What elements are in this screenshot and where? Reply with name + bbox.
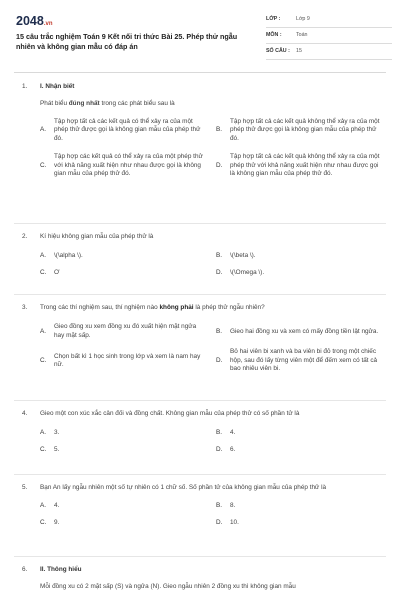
option-d[interactable]: D. 10. — [216, 518, 239, 526]
question-text: Kí hiệu không gian mẫu của phép thử là — [40, 233, 154, 240]
question-4 — [14, 410, 386, 454]
question-text: Phát biểu đúng nhất trong các phát biểu sau là — [40, 100, 175, 108]
option-a[interactable]: A. \(\alpha \). — [40, 252, 83, 260]
divider — [14, 294, 386, 295]
option-c[interactable]: C. 9. — [40, 518, 60, 526]
option-d[interactable]: D. Tập hợp tất cả các kết quả không thể xảy ra của một phép thử với khả năng xuất hiện như nhau được gọi là không gian mẫu của phép thử đó. — [216, 153, 380, 178]
option-a[interactable]: A. Tập hợp tất cả các kết quả có thể xảy ra của một phép thử được gọi là không gian mẫu của phép thử đó. — [40, 117, 201, 142]
divider — [14, 223, 386, 224]
question-5 — [14, 484, 386, 527]
option-c[interactable]: C. Chọn bất kì 1 học sinh trong lớp và xem là nam hay nữ. — [40, 352, 201, 369]
question-number: 3. — [22, 304, 28, 311]
question-2 — [14, 233, 386, 277]
divider — [14, 556, 386, 557]
question-3 — [14, 304, 386, 374]
section-heading: I. Nhận biết — [40, 83, 75, 90]
option-b[interactable]: B. \(\beta \). — [216, 252, 256, 260]
question-number: 4. — [22, 410, 28, 417]
option-d[interactable]: D. Bỏ hai viên bi xanh và ba viên bi đỏ trong một chiếc hộp, sau đó lấy từng viên một để đếm xem có tất cả bao nhiêu viên bi. — [216, 348, 378, 373]
meta-subject-label: MÔN : — [266, 32, 282, 38]
question-text: Mỗi đồng xu có 2 mặt sấp (S) và ngửa (N). Gieo ngẫu nhiên 2 đồng xu thì không gian mẫu — [40, 583, 296, 591]
question-number: 1. — [22, 83, 28, 90]
option-c[interactable]: C. Tập hợp các kết quả có thể xảy ra của một phép thử với khả năng xuất hiện như nhau được gọi là không gian mẫu của phép thử đó. — [40, 153, 203, 178]
option-d[interactable]: D. \(\Omega \). — [216, 268, 265, 276]
meta-class-label: LỚP : — [266, 16, 281, 22]
section-heading: II. Thông hiểu — [40, 566, 82, 573]
question-number: 2. — [22, 233, 28, 240]
meta-class-row — [266, 12, 392, 28]
option-b[interactable]: B. 8. — [216, 502, 236, 510]
option-b[interactable]: B. Gieo hai đồng xu và xem có mấy đồng tiền lật ngửa. — [216, 327, 379, 335]
divider — [14, 474, 386, 475]
meta-count-row — [266, 44, 392, 60]
meta-class-value: Lớp 9 — [296, 16, 310, 22]
question-text: Trong các thí nghiệm sau, thí nghiệm nào không phải là phép thử ngẫu nhiên? — [40, 304, 265, 311]
document-meta — [266, 12, 392, 60]
option-b[interactable]: B. 4. — [216, 429, 236, 437]
question-number: 6. — [22, 566, 28, 573]
option-c[interactable]: C. 5. — [40, 445, 60, 453]
question-text: Bạn An lấy ngẫu nhiên một số tự nhiên có 1 chữ số. Số phần tử của không gian mẫu của phép thử là — [40, 484, 327, 491]
meta-count-label: SỐ CÂU : — [266, 48, 290, 54]
site-logo[interactable]: 2048.vn — [16, 14, 53, 28]
meta-subject-row — [266, 28, 392, 44]
divider — [14, 400, 386, 401]
meta-count-value: 15 — [296, 48, 302, 54]
document-title: 15 câu trắc nghiệm Toán 9 Kết nối tri thức Bài 25. Phép thử ngẫu nhiên và không gian mẫu có đáp án — [16, 32, 238, 51]
question-text: Gieo một con xúc xắc cân đối và đồng chất. Không gian mẫu của phép thử có số phần tử là — [40, 410, 300, 417]
option-a[interactable]: A. 4. — [40, 502, 60, 510]
option-a[interactable]: A. Gieo đồng xu xem đồng xu đó xuất hiện mặt ngửa hay mặt sấp. — [40, 323, 197, 339]
meta-subject-value: Toán — [296, 32, 308, 38]
question-number: 5. — [22, 484, 28, 491]
option-d[interactable]: D. 6. — [216, 445, 236, 453]
option-a[interactable]: A. 3. — [40, 429, 60, 437]
question-6 — [14, 566, 386, 592]
question-1 — [14, 83, 386, 179]
document-header — [14, 0, 386, 73]
option-b[interactable]: B. Tập hợp tất cả các kết quả không thể xảy ra của một phép thử được gọi là không gian mẫu của phép thử đó. — [216, 117, 380, 142]
option-c[interactable]: C. Ơ — [40, 268, 60, 276]
